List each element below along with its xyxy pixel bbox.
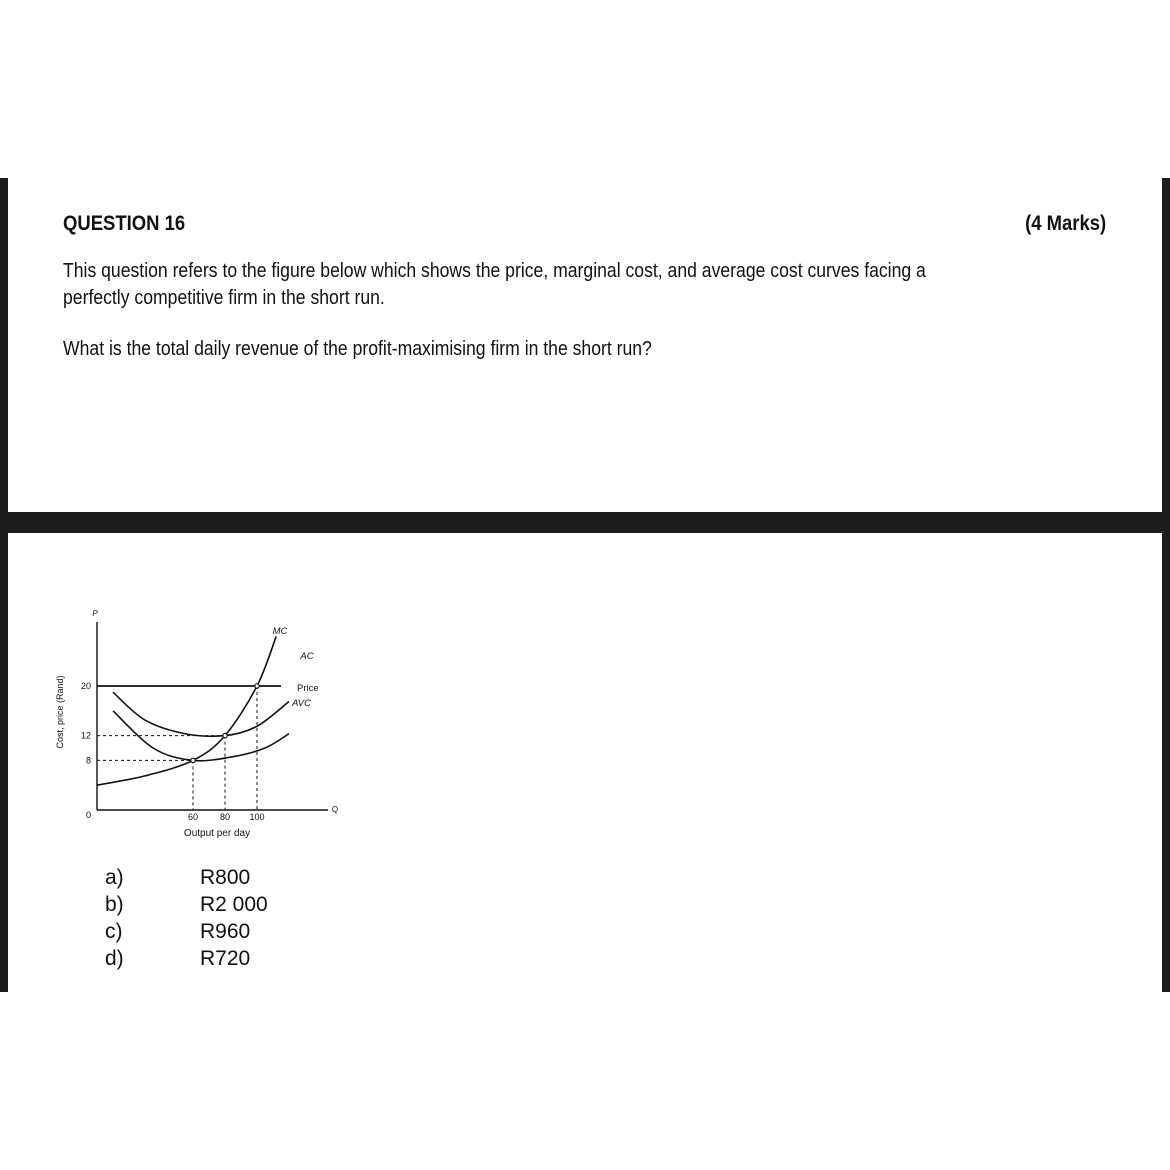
option-c[interactable] [105, 918, 268, 945]
option-value: R720 [200, 947, 251, 970]
y-tick-label: 12 [80, 730, 91, 741]
y-axis-letter: P [92, 609, 98, 618]
option-value: R2 000 [200, 893, 268, 916]
price-label: Price [297, 683, 319, 694]
y-axis-title: Cost, price (Rand) [55, 675, 65, 749]
series-mc-curve [97, 636, 276, 785]
option-letter: d) [105, 947, 124, 970]
question-intro-line2: perfectly competitive firm in the short run. [63, 287, 385, 309]
cost-curves-chart [40, 600, 360, 850]
mc-label: MC [272, 626, 288, 637]
x-axis-title: Output per day [183, 828, 251, 839]
intersection-point-0 [191, 758, 195, 762]
option-value: R800 [200, 866, 251, 889]
x-axis-letter: Q [331, 805, 339, 814]
chart-axes [97, 622, 328, 810]
series-ac-curve [113, 692, 289, 736]
x-tick-label: 80 [219, 812, 231, 822]
answer-options [105, 864, 268, 972]
x-tick-label: 60 [187, 812, 199, 822]
origin-label: 0 [85, 810, 91, 820]
question-intro-line1: This question refers to the figure below which shows the price, marginal cost, and average cost curves facing a [63, 260, 926, 282]
option-a[interactable] [105, 864, 268, 891]
y-tick-label: 8 [85, 755, 91, 766]
intersection-point-2 [255, 684, 259, 688]
option-value: R960 [200, 920, 251, 943]
option-d[interactable] [105, 945, 268, 972]
y-tick-label: 20 [80, 681, 91, 691]
question-title: QUESTION 16 [63, 212, 186, 235]
option-letter: a) [105, 866, 124, 889]
question-marks: (4 Marks) [1024, 212, 1106, 235]
option-letter: b) [105, 893, 124, 916]
option-b[interactable] [105, 891, 268, 918]
question-intro [63, 258, 926, 312]
x-tick-label: 100 [249, 812, 265, 822]
intersection-point-1 [223, 733, 227, 737]
avc-label: AVC [292, 698, 312, 709]
ac-label: AC [300, 651, 314, 662]
question-prompt: What is the total daily revenue of the profit-maximising firm in the short run? [63, 338, 652, 360]
option-letter: c) [105, 920, 123, 943]
